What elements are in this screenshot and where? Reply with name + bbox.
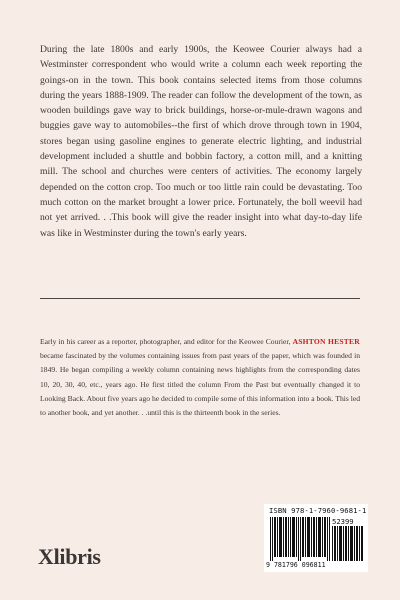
author-bio-intro: Early in his career as a reporter, photographer, and editor for the Keowee Courier,: [40, 337, 293, 346]
price-code: 52399: [332, 517, 354, 526]
publisher-logo: Xlibris: [38, 544, 101, 569]
book-description: During the late 1800s and early 1900s, the Keowee Courier always had a Westminster correspondent who would write a column each week reporting the goings-on in the town. This book contains selected items from those columns during the years 1888-1909. The reader can follow the development of the town, as wooden buildings gave way to brick buildings, horse-or-mule-drawn wagons and buggies gave way to automobiles--the first of which drove through town in 1904, stores began using gasoline engines to generate electric lighting, and industrial development included a shuttle and bobbin factory, a cotton mill, and a knitting mill. The school and churches were centers of activities. The economy largely depended on the cotton crop. Too much or too little rain could be devastating. Too much cotton on the market brought a lower price. Fortunately, the boll weevil had not yet arrived. . .This book will give the reader insight into what day-to-day life was like in Westminster during the town's early years.: [40, 44, 362, 239]
author-bio: [40, 335, 360, 420]
author-bio-text: became fascinated by the volumes containing issues from past years of the paper, which was founded in 1849. He began compiling a weekly column containing news highlights from the corresponding dates 10, 20, 30, 40, etc., years ago. He first titled the column From the Past but eventually changed it to Looking Back. About five years ago he decided to compile some of this information into a book. This led to another book, and yet another. . .until this is the thirteenth book in the series.: [40, 351, 360, 418]
author-name: ASHTON HESTER: [292, 337, 360, 346]
barcode-digits: 9 781796 096811: [266, 561, 326, 569]
divider-line: [40, 298, 360, 299]
barcode-main-bars: [270, 517, 330, 561]
isbn-barcode: [264, 504, 368, 572]
isbn-label: ISBN 978-1-7960-9681-1: [269, 506, 367, 515]
barcode-addon-bars: [332, 526, 364, 561]
